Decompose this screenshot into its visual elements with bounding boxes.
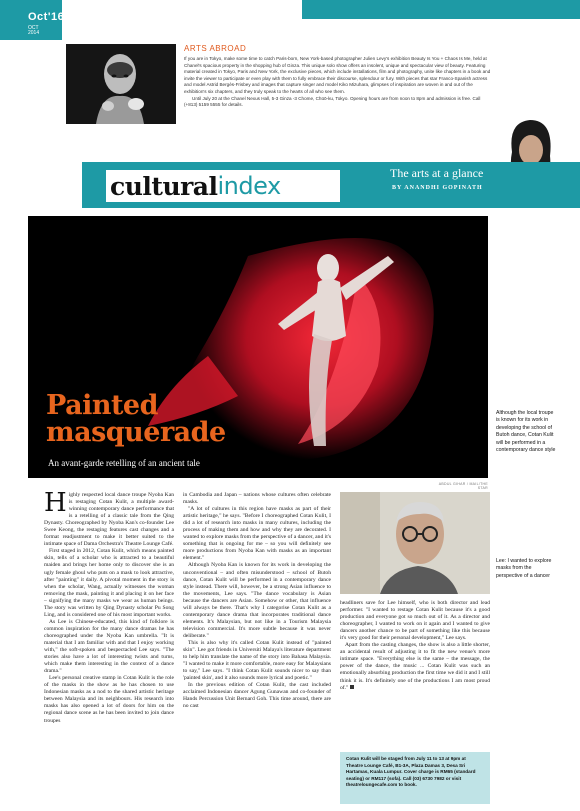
abroad-paragraph-details: Until July 20 at the Chanel Nexus Hall, 5-3 Ginza -3 Chome, Chūō-ku, Tokyo. Opening hours are from noon to 8pm and admission is free. Call (+813) 5159 5555 for details.: [184, 95, 481, 108]
article-column-2: [183, 492, 331, 710]
cultural-index-logo: [106, 170, 340, 202]
photo-credit: ABDUL GIHAR / MAIL/THE STAR: [438, 482, 488, 490]
article-paragraph-text: Apart from the casting changes, the show is also a little shorter, an accidental result of adjusting it to fit the new venue's more intimate space. "Everything else is the same – the message, the power of the dance, the music ... Cotan Kulit was such an emotionally absorbing production the first time we did it and I still think it is. It's definitely one of the productions I am most proud of.": [340, 642, 490, 691]
article-paragraph: As Lee is Chinese-educated, this kind of folklore is common inspiration for the many dance dramas he has choreographed under the Nyoba Kan umbrella. "It is material that I am familiar with and that I enjoy working with," the soft-spoken and bespectacled Lee says. "The stories also have a lot of interesting twists and turns, which make them interesting in the context of a dance drama.": [44, 618, 174, 675]
article-paragraph: [44, 488, 174, 548]
issue-month-small: OCT: [28, 25, 39, 31]
abroad-heading: ARTS ABROAD: [184, 44, 247, 53]
abroad-paragraph: [184, 56, 494, 109]
article-column-1: [44, 488, 174, 725]
drop-cap: H: [44, 488, 67, 518]
header-band-right: [302, 0, 580, 19]
lee-portrait: [340, 492, 490, 594]
headline: [46, 392, 226, 446]
article-paragraph: Lee's personal creative stamp in Cotan Kulit is the role of the masks in the show as he has chosen to use Indonesian masks as a nod to the shared artistic heritage between Malaysia and its neighbours. His research into masks has also opened a lot of doors for him on the regional dance scene as he has been invited to join dance troupes: [44, 675, 174, 724]
standfirst: An avant-garde retelling of an ancient tale: [48, 458, 200, 468]
article-paragraph-text: ighly respected local dance troupe Nyoba Kan is restaging Cotan Kulit, a multiple award-winning contemporary dance performance that is a retelling of a classic tale from the Qing Dynasty. Choreographed by Nyoba Kan's co-founder Lee Swee Keong, the restaging features cast changes and a format readjustment to make it better suited to the intimate space of Dama Orchestra's Theatre Lounge Café.: [44, 492, 174, 548]
article-paragraph: In the previous edition of Cotan Kulit, the cast included acclaimed Indonesian dancer Agung Gunawan and co-founder of Hands Percussion Unit Bernard Goh. This time around, there are no cast: [183, 682, 331, 710]
issue-year: 2014: [28, 30, 40, 36]
lee-caption: Lee: I wanted to explore masks from the perspective of a dancer: [496, 558, 552, 579]
article-paragraph: Although Nyoba Kan is known for its work in developing the unconventional – and often misunderstood – school of Butoh dance, Cotan Kulit will be performed in a contemporary dance style instead. There will, however, be a strong Asian influence to the movements, Lee says. "The dance vocabulary is Asian because the dancers are Asian. Somehow or other, that influence will always be there. That's why I categorise Cotan Kulit as a contemporary dance drama that incorporates traditional dance elements. It's Malaysian, but not like in a Tourism Malaysia television commercial. It's more subtle because it was never deliberate.": [183, 562, 331, 639]
author-byline: BY ANANDHI GOPINATH: [392, 185, 483, 191]
article-paragraph: This is also why it's called Cotan Kulit instead of "painted skin". Lee got friends in Universiti Malaya's literature department to help him translate the name of the story into Bahasa Malaysia. "I wanted to make it more comfortable, more easy for Malaysians to say," Lee says. "I think Cotan Kulit sounds nicer to say than 'painted skin', and it also sounds more lyrical and poetic.": [183, 639, 331, 682]
article-paragraph: in Cambodia and Japan – nations whose cultures often celebrate masks.: [183, 492, 331, 506]
end-mark-icon: [350, 685, 354, 689]
headline-line-1: Painted: [46, 390, 158, 421]
issue-month: Oct'16: [28, 11, 65, 23]
event-info-text: Cotan Kulit will be staged from July 11 to 13 at 9pm at Theatre Lounge Café, B1-3A, Plaza Damas 3, Desa Sri Hartamas, Kuala Lumpur. Cover charge is RM65 (standard seating) or RM117 (sofa). Call (03) 6730 7982 or visit theatreloungecafe.com to book.: [346, 756, 476, 788]
article-column-3: [340, 600, 490, 692]
section-tagline: The arts at a glance: [390, 166, 484, 180]
abroad-photo: [66, 44, 176, 124]
abroad-paragraph-body: If you are in Tokyo, make some time to catch Paris-born, New York-based photographer Julien Levy's exhibition Beauty Is You + Chaos Is Me, held at Chanel's spacious property in the shopping hub of Ginza. This unique solo show offers an insolent, unique and spectacular view of beauty. Featuring material created in Tokyo, Paris and New York, the exclusive pieces, which include installations, film and photography, unite like chapters in a book and invite the viewer to participate or even play with them to fully embrace their discourse, splendour or fury. With pieces that star Franco-Spanish actress and model Astrid Bergès-Frisbey and images that capture singer and model Kiko Mizuhara, glimpses of inspiration are woven in and out of the exhibition's six chapters, and they truly speak to the hearts of all who see them.: [184, 56, 491, 94]
article-paragraph: headliners save for Lee himself, who is both director and lead performer. "I wanted to restage Cotan Kulit because it's a good production and everyone got so much out of it. As a director and choreographer, I wanted to work on it again and I wanted to give dancers another chance to be part of something like this because it's very good for their personal development," Lee says.: [340, 600, 490, 642]
hero-photo: [28, 216, 488, 478]
article-paragraph: [340, 642, 490, 691]
issue-date: [28, 8, 64, 36]
article-paragraph: "A lot of cultures in this region have masks as part of their artistic heritage," he says. "Before I choreographed Cotan Kulit, I did a lot of research into masks in many cultures, including the process of making them and how and why they are decorated. I wanted to explore masks from the perspective of a dancer, and it's something that is ongoing for me – so you will definitely see more productions from Nyoba Kan with masks as an important element.": [183, 506, 331, 562]
logo-cultural: cultural: [110, 171, 218, 201]
logo-index: index: [217, 172, 281, 200]
abroad-photo-illustration: [66, 44, 176, 124]
hero-caption: Although the local troupe is known for its work in developing the school of Butoh dance, Cotan Kulit will be performed in a contemporary dance style: [496, 410, 556, 454]
article-paragraph: First staged in 2012, Cotan Kulit, which means painted skin, tells of a scholar who is attracted to a beautiful maiden and brings her home only to discover she is an ugly female ghoul who puts on a mask to look attractive, after "painting" it daily. A pivotal moment in the story is when the scholar, Wang, actually witnesses the woman removing the mask, painting it and placing it on her face – signifying the many masks we wear as human beings. The story was written by Qing Dynasty scholar Pu Song Ling, and is considered one of his most important works.: [44, 548, 174, 618]
event-info-box: [340, 752, 490, 804]
headline-line-2: masquerade: [46, 417, 226, 448]
lee-photo: [340, 492, 490, 594]
